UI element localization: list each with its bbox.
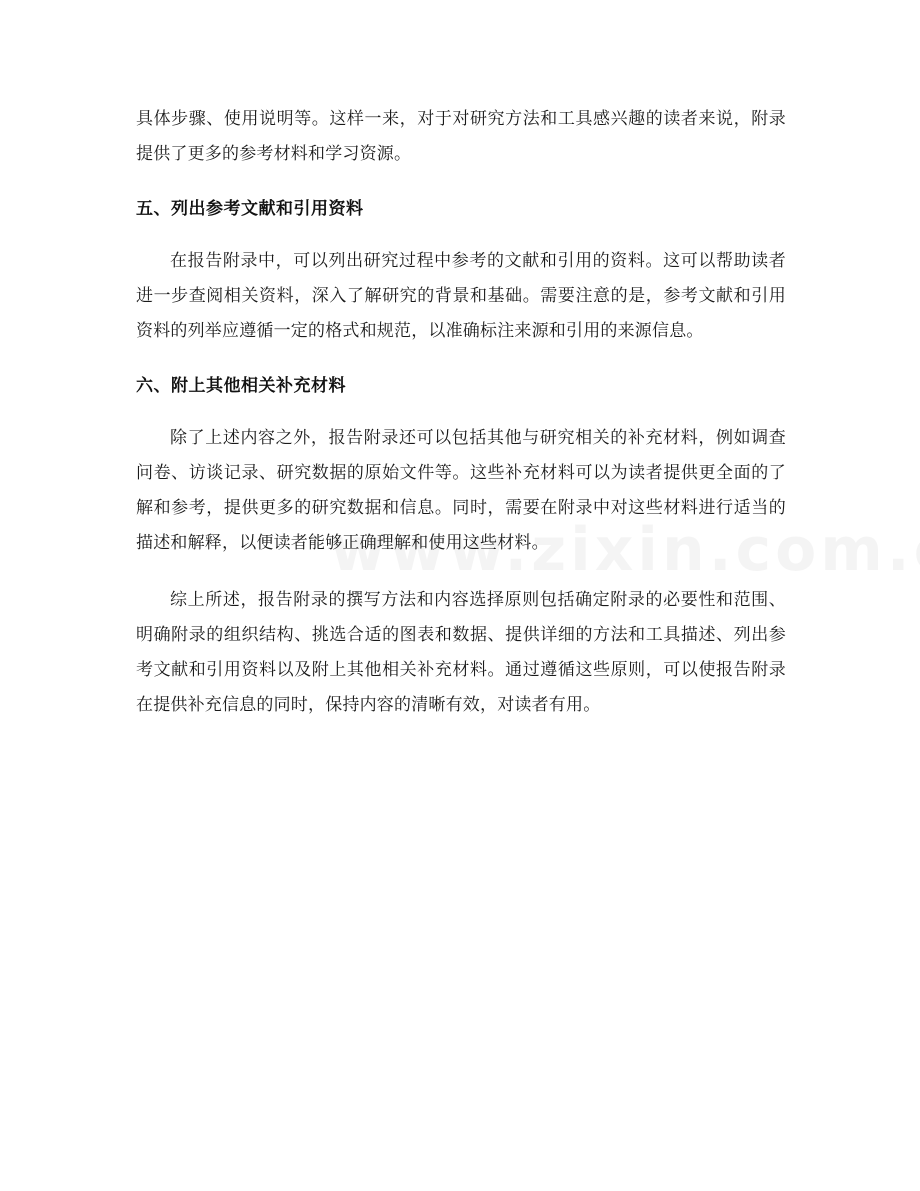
section-6-heading: 六、附上其他相关补充材料 [136, 376, 346, 396]
section-5-heading: 五、列出参考文献和引用资料 [136, 199, 364, 219]
conclusion-paragraph: 综上所述，报告附录的撰写方法和内容选择原则包括确定附录的必要性和范围、明确附录的组织结构、挑选合适的图表和数据、提供详细的方法和工具描述、列出参考文献和引用资料以及附上其他相关补充材料。通过遵循这些原则，可以使报告附录在提供补充信息的同时，保持内容的清晰有效，对读者有用。 [136, 590, 786, 715]
section-5-paragraph: 在报告附录中，可以列出研究过程中参考的文献和引用的资料。这可以帮助读者进一步查阅相关资料，深入了解研究的背景和基础。需要注意的是，参考文献和引用资料的列举应遵循一定的格式和规范，以准确标注来源和引用的来源信息。 [136, 251, 786, 341]
intro-paragraph: 具体步骤、使用说明等。这样一来，对于对研究方法和工具感兴趣的读者来说，附录提供了更多的参考材料和学习资源。 [136, 109, 786, 164]
document-body [136, 102, 786, 723]
section-6-paragraph: 除了上述内容之外，报告附录还可以包括其他与研究相关的补充材料，例如调查问卷、访谈记录、研究数据的原始文件等。这些补充材料可以为读者提供更全面的了解和参考，提供更多的研究数据和信息。同时，需要在附录中对这些材料进行适当的描述和解释，以便读者能够正确理解和使用这些材料。 [136, 428, 786, 553]
